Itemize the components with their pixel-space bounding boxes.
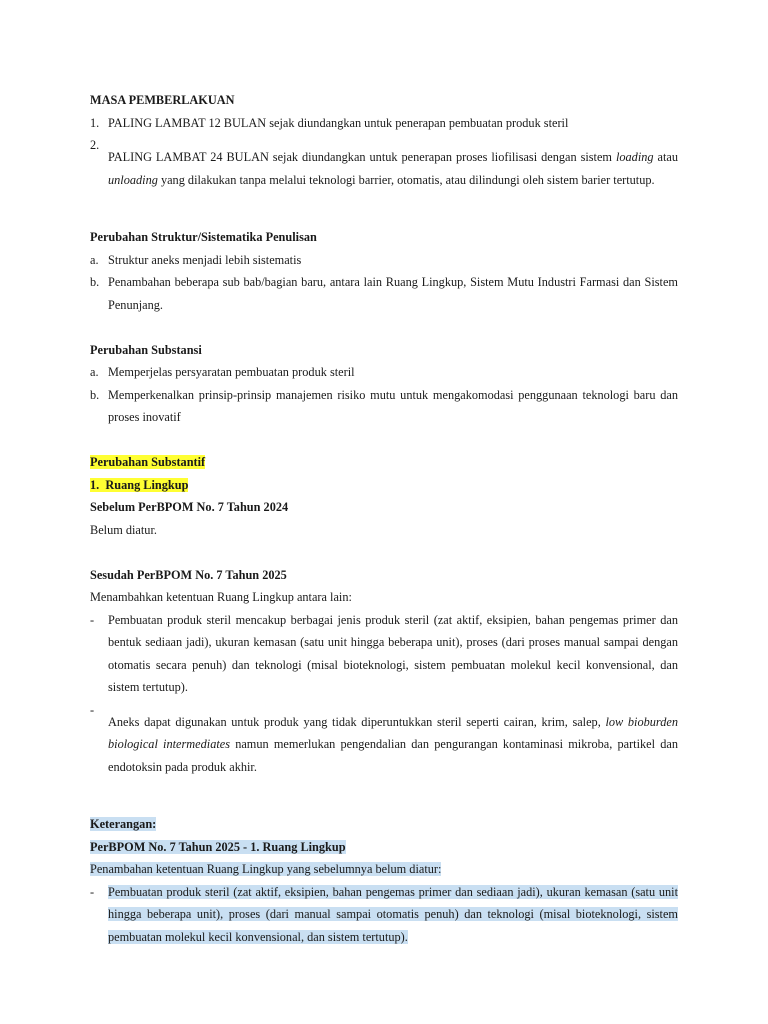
- list-item-text: Penambahan beberapa sub bab/bagian baru, antara lain Ruang Lingkup, Sistem Mutu Industri Farmasi dan Sistem Penunjang.: [108, 275, 678, 312]
- bullet-item-2: [90, 699, 678, 791]
- before-title: Sebelum PerBPOM No. 7 Tahun 2024: [90, 500, 289, 515]
- lettered-item-a: [90, 361, 678, 384]
- list-item-text: PALING LAMBAT 12 BULAN sejak diundangkan untuk penerapan pembuatan produk steril: [108, 115, 569, 130]
- list-item-text: PALING LAMBAT 24 BULAN sejak diundangkan untuk penerapan proses liofilisasi dengan sistem loading atau unloading yang dilakukan tanpa melalui teknologi barrier, otomatis, atau dilindungi oleh sistem barier tertutup.: [108, 150, 678, 187]
- bullet-marker: -: [90, 702, 95, 717]
- bullet-item-1: [90, 609, 678, 699]
- after-title: Sesudah PerBPOM No. 7 Tahun 2025: [90, 567, 287, 582]
- subheading-ruang-lingkup: 1. Ruang Lingkup: [90, 477, 189, 492]
- section-heading-keterangan: Keterangan:: [90, 817, 157, 832]
- bullet-marker: -: [90, 612, 95, 627]
- bullet-marker: -: [90, 884, 95, 899]
- section-heading-substansi: Perubahan Substansi: [90, 342, 202, 357]
- list-marker: a.: [90, 252, 99, 267]
- numbered-item-1: [90, 112, 678, 135]
- keterangan-subheading: PerBPOM No. 7 Tahun 2025 - 1. Ruang Lingkup: [90, 839, 346, 854]
- list-item-text: Memperjelas persyaratan pembuatan produk steril: [108, 365, 355, 380]
- list-marker: b.: [90, 275, 100, 290]
- list-item-text: Memperkenalkan prinsip-prinsip manajemen risiko mutu untuk mengakomodasi penggunaan teknologi baru dan proses inovatif: [108, 387, 678, 425]
- section-heading-struktur: Perubahan Struktur/Sistematika Penulisan: [90, 230, 317, 245]
- bullet-text: Pembuatan produk steril mencakup berbagai jenis produk steril (zat aktif, eksipien, bahan pengemas primer dan bentuk sediaan jadi), ukuran kemasan (satu unit hingga beberapa unit), proses (dari proses manual sampai dengan otomatis secara penuh) dan teknologi (misal bioteknologi, sistem pembuatan molekul kecil konvensional, dan sistem tertutup).: [108, 612, 678, 695]
- keterangan-intro: Penambahan ketentuan Ruang Lingkup yang sebelumnya belum diatur:: [90, 862, 442, 877]
- list-marker: 1.: [90, 115, 100, 130]
- list-item-text: Struktur aneks menjadi lebih sistematis: [108, 252, 302, 267]
- document-body: [90, 89, 678, 948]
- list-marker: 2.: [90, 138, 100, 152]
- bullet-text: Aneks dapat digunakan untuk produk yang tidak diperuntukkan steril seperti cairan, krim, salep, low bioburden biological intermediates namun memerlukan pengendalian dan pengurangan kontaminasi mikroba, partikel dan endotoksin pada produk akhir.: [108, 714, 678, 774]
- keterangan-bullet: [90, 881, 678, 949]
- lettered-item-b: [90, 271, 678, 316]
- list-marker: b.: [90, 387, 100, 402]
- numbered-item-2: [90, 134, 678, 204]
- bullet-text: Pembuatan produk steril (zat aktif, eksipien, bahan pengemas primer dan sediaan jadi), ukuran kemasan (satu unit hingga beberapa unit), proses (dari manual sampai otomatis penuh) dan teknologi (misal bioteknologi, sistem pembuatan molekul kecil konvensional, dan sistem tertutup).: [108, 884, 678, 944]
- section-heading-substantif: Perubahan Substantif: [90, 455, 206, 470]
- lettered-item-a: [90, 249, 678, 272]
- section-heading-masa-pemberlakuan: MASA PEMBERLAKUAN: [90, 93, 235, 107]
- list-marker: a.: [90, 365, 99, 380]
- after-intro: Menambahkan ketentuan Ruang Lingkup antara lain:: [90, 590, 352, 605]
- before-text: Belum diatur.: [90, 522, 157, 537]
- lettered-item-b: [90, 384, 678, 429]
